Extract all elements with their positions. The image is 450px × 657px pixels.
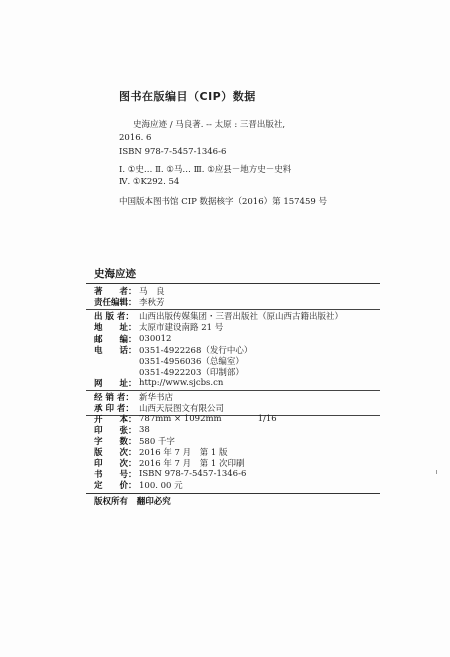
format-value: 787mm × 1092mm (139, 414, 222, 424)
distributor-value: 新华书店 (139, 393, 174, 403)
edition-label: 版 次： (94, 448, 137, 458)
phone-value-3: 0351-4922203（印制部） (139, 368, 244, 378)
words-label: 字 数： (94, 437, 137, 447)
author-label: 著 者： (94, 287, 137, 297)
isbn-label: 书 号： (94, 470, 137, 480)
copyright-value: 翻印必究 (136, 497, 171, 507)
copyright-notice (94, 495, 171, 507)
phone-value-1: 0351-4922268（发行中心） (139, 346, 253, 356)
publisher-value: 山西出版传媒集团・三晋出版社（原山西古籍出版社） (139, 312, 344, 322)
address-label: 地 址： (94, 323, 137, 333)
scan-speck (436, 470, 437, 474)
address-row (94, 321, 223, 333)
postcode-value: 030012 (139, 334, 172, 344)
price-value: 100. 00 元 (139, 481, 183, 491)
format-label: 开 本： (94, 415, 137, 425)
printer-value: 山西天辰图文有限公司 (139, 404, 225, 414)
printing-value: 2016 年 7 月 第 1 次印刷 (139, 459, 245, 469)
website-label: 网 址： (94, 379, 137, 389)
price-label: 定 价： (94, 481, 137, 491)
divider-top (86, 283, 380, 284)
cip-line-4: Ⅰ. ①史… Ⅱ. ①马… Ⅲ. ①应县－地方史－史料 (119, 165, 292, 175)
edition-value: 2016 年 7 月 第 1 版 (139, 448, 228, 458)
address-value: 太原市建设南路 21 号 (139, 323, 224, 333)
cip-title: 图书在版编目（CIP）数据 (119, 90, 256, 103)
author-value: 马 良 (139, 287, 165, 297)
divider-bottom (86, 493, 380, 494)
book-title: 史海应迹 (94, 268, 136, 280)
cip-line-5: Ⅳ. ①K292. 54 (119, 177, 180, 187)
printing-label: 印 次： (94, 459, 137, 469)
price-row (94, 479, 183, 491)
sheets-value: 38 (139, 425, 150, 435)
publisher-label: 出 版 者： (94, 312, 134, 322)
cip-line-1: 史海应迹 / 马良著. -- 太原 : 三晋出版社, (133, 120, 286, 130)
cip-line-6: 中国版本图书馆 CIP 数据核字（2016）第 157459 号 (119, 197, 327, 207)
website-value: http://www.sjcbs.cn (139, 378, 224, 388)
cip-line-2: 2016. 6 (119, 133, 152, 143)
editor-row (94, 296, 165, 308)
phone-value-2: 0351-4956036（总编室） (139, 357, 244, 367)
editor-value: 李秋芳 (139, 298, 165, 308)
sheets-label: 印 张： (94, 426, 137, 436)
words-value: 580 千字 (139, 437, 175, 447)
cip-line-3: ISBN 978-7-5457-1346-6 (119, 147, 227, 157)
postcode-label: 邮 编： (94, 335, 137, 345)
isbn-value: ISBN 978-7-5457-1346-6 (139, 469, 247, 479)
printer-label: 承 印 者： (94, 404, 134, 414)
phone-label: 电 话： (94, 346, 137, 356)
distributor-label: 经 销 者： (94, 393, 134, 403)
editor-label: 责任编辑： (94, 298, 137, 308)
format-extra: 1/16 (257, 414, 277, 424)
copyright-label: 版权所有 (94, 497, 129, 507)
website-row (94, 377, 223, 389)
